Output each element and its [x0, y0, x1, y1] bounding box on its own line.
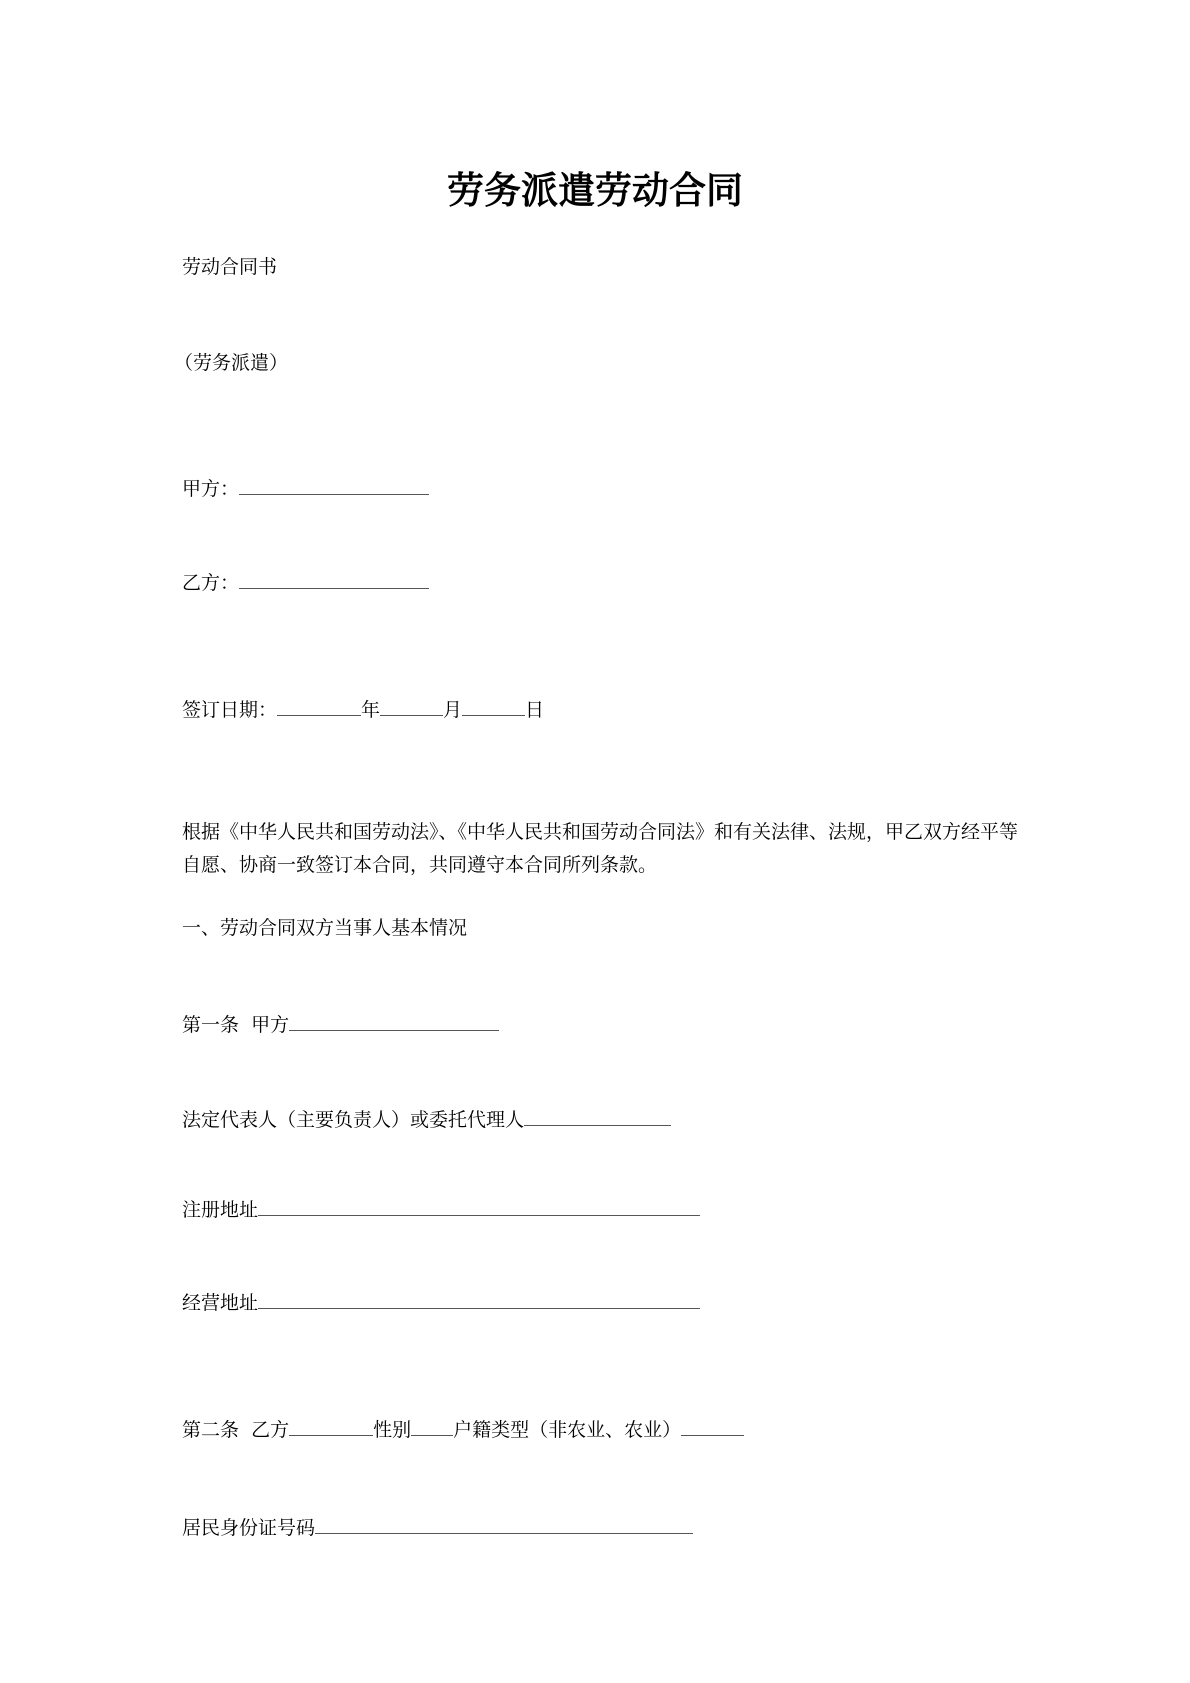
- article-2-label: 第二条 乙方: [182, 1419, 290, 1441]
- subtitle: 劳动合同书: [182, 256, 278, 278]
- month-label: 月: [443, 699, 463, 721]
- business-address-blank[interactable]: [258, 1288, 700, 1309]
- party-b-name-blank[interactable]: [289, 1415, 373, 1436]
- party-a-name-blank[interactable]: [289, 1010, 499, 1031]
- document-title: 劳务派遣劳动合同: [447, 168, 743, 212]
- party-b-blank[interactable]: [239, 568, 429, 589]
- gender-label: 性别: [373, 1419, 412, 1441]
- legal-rep-blank[interactable]: [524, 1105, 671, 1126]
- id-number-label: 居民身份证号码: [182, 1517, 316, 1539]
- sign-date-row: [182, 695, 544, 724]
- article-1-label: 第一条 甲方: [182, 1014, 290, 1036]
- sign-month-blank[interactable]: [380, 695, 443, 716]
- section-1-heading: 一、劳动合同双方当事人基本情况: [182, 917, 468, 939]
- year-label: 年: [361, 699, 381, 721]
- preamble-paragraph: 根据《中华人民共和国劳动法》、《中华人民共和国劳动合同法》和有关法律、法规，甲乙双方经平等自愿、协商一致签订本合同，共同遵守本合同所列条款。: [182, 821, 1019, 876]
- article-2-row: [182, 1415, 744, 1444]
- business-address-label: 经营地址: [182, 1292, 259, 1314]
- party-a-label: 甲方：: [182, 478, 240, 500]
- registered-address-blank[interactable]: [258, 1195, 700, 1216]
- article-1-row: [182, 1010, 499, 1039]
- subtitle-note: （劳务派遣）: [174, 352, 289, 374]
- sign-date-label: 签订日期：: [182, 699, 278, 721]
- sign-day-blank[interactable]: [462, 695, 525, 716]
- hukou-label: 户籍类型（非农业、农业）: [453, 1419, 682, 1441]
- legal-rep-label: 法定代表人（主要负责人）或委托代理人: [182, 1109, 525, 1131]
- business-address-row: [182, 1288, 700, 1317]
- registered-address-label: 注册地址: [182, 1199, 259, 1221]
- id-number-blank[interactable]: [315, 1513, 693, 1534]
- id-number-row: [182, 1513, 693, 1542]
- legal-rep-row: [182, 1105, 671, 1134]
- gender-blank[interactable]: [411, 1415, 453, 1436]
- party-b-label: 乙方：: [182, 572, 240, 594]
- party-a-blank[interactable]: [239, 474, 429, 495]
- sign-year-blank[interactable]: [277, 695, 361, 716]
- day-label: 日: [525, 699, 545, 721]
- registered-address-row: [182, 1195, 700, 1224]
- hukou-blank[interactable]: [681, 1415, 744, 1436]
- party-a-row: [182, 474, 429, 503]
- party-b-row: [182, 568, 429, 597]
